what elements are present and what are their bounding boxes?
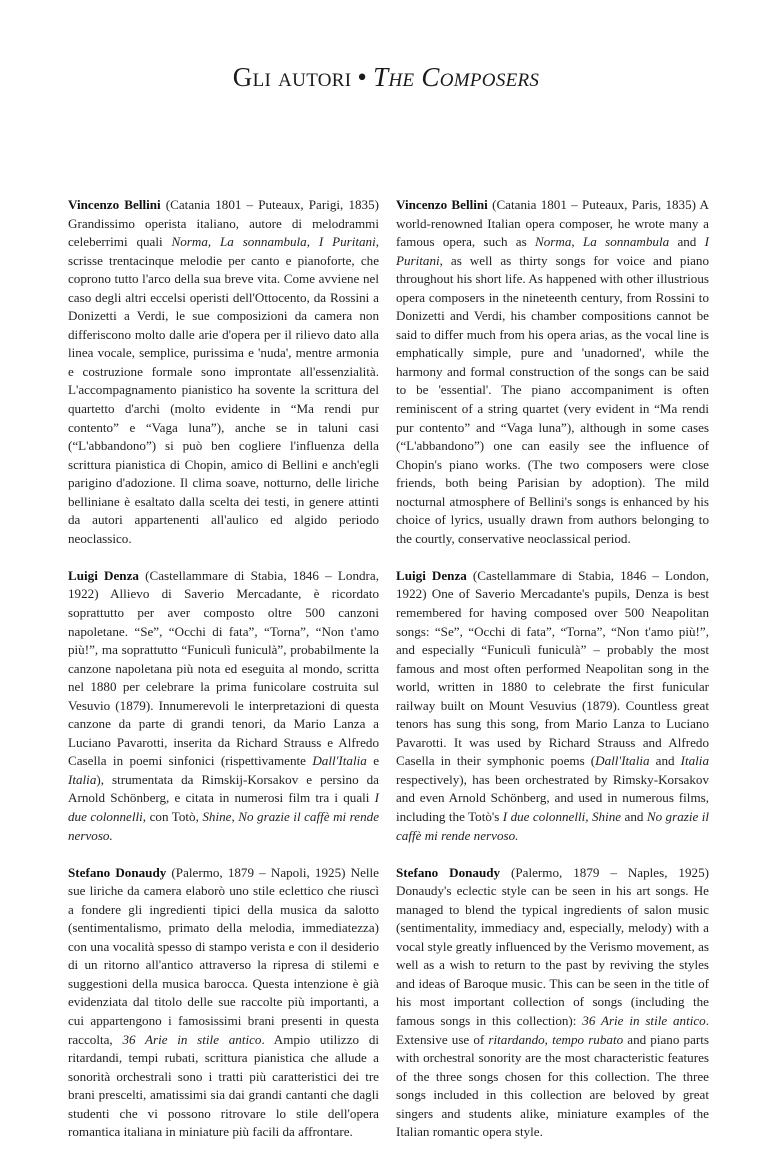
bio-text: (Catania 1801 – Puteaux, Paris, 1835) A world-renowned Italian opera composer, he wrote many a famous opera, such as [396, 197, 709, 250]
italic-title-text: Italia [68, 771, 97, 787]
italic-title-text: I Puritani [396, 234, 710, 268]
composer-bio [68, 568, 379, 843]
bio-text: , [571, 234, 583, 250]
italic-title-text: No grazie il caffè mi rende nervoso. [396, 809, 709, 843]
bio-text: , [306, 234, 319, 250]
composer-name: Vincenzo Bellini [396, 197, 488, 212]
italic-title-text: Dall'Italia [595, 753, 650, 769]
italic-title-text: Italia [680, 753, 709, 769]
title-separator: • [357, 62, 368, 92]
composer-entry-donaudy-it [68, 864, 379, 1142]
bio-text: , [544, 1031, 553, 1047]
italic-title-text: I Puritani [318, 234, 376, 250]
bio-text: (Castellammare di Stabia, 1846 – London, 1922) One of Saverio Mercadante's pupils, Denza is best remembered for having composed over 500 Neapolitan songs: “Se”, “Occhi di fata”, “Torna”, “Non t'amo più!”, and especially “Funiculì funiculà” – probably the most famous and most often performed Neapolitan song in the world, written in 1880 to celebrate the first funicular railway built on Mount Vesuvius (1879). Countless great tenors has sung this song, from Mario Lanza to Luciano Pavarotti. It was used by Richard Strauss and Alfredo Casella in their symphonic poems ( [396, 567, 709, 769]
bio-text: ), strumentata da Rimskij-Korsakov e persino da Arnold Schönberg, e citata in numerosi film tra i quali [68, 771, 379, 806]
composer-entry-donaudy-en [396, 864, 709, 1142]
page-title [0, 62, 772, 93]
italic-title-text: 36 Arie in stile antico [122, 1031, 262, 1047]
composer-name: Vincenzo Bellini [68, 197, 161, 212]
italic-title-text: Shine [202, 809, 232, 824]
title-english: The Composers [373, 62, 540, 92]
bio-text: e [366, 753, 380, 769]
bio-text: (Palermo, 1879 – Naples, 1925) Donaudy's eclectic style can be seen in his art songs. He managed to blend the typical ingredients of salon music (sentimentality, immediacy and, especially, melody) with a vocal style greatly influenced by the Verismo movement, as well as a wish to return to the past by reviving the styles and ideas of Baroque music. This can be seen in the title of his most important collection of songs (including the famous songs in this collection): [396, 864, 709, 1028]
bio-text: , as well as thirty songs for voice and piano throughout his short life. As happened with other illustrious opera composers in the nineteenth century, from Rossini to Donizetti and Verdi, his chamber compositions cannot be said to differ much from his opera arias, as the vocal line is emphatically simple, pure and 'unadorned', while the harmony and formal construction of the songs can be said to be 'essential'. The piano accompaniment is often reminiscent of a string quartet (very evident in “Ma rendi pur contento” and “Vaga luna”), although in some cases (“L'abbandono”) one can easily see the influence of Chopin's piano works. (The two composers were close friends, both being Parisian by adoption). The mild nocturnal atmosphere of Bellini's songs is enhanced by his choice of lyrics, usually drawn from authors belonging to the courtly, conservative neoclassical period. [396, 252, 709, 546]
composer-entry-bellini-it [68, 196, 379, 548]
bio-text: , [231, 809, 239, 824]
composer-entry-bellini-en [396, 196, 709, 548]
bio-text: (Palermo, 1879 – Napoli, 1925) Nelle sue liriche da camera elaborò uno stile eclettico che riuscì a fondere gli ingredienti tipici della musica da salotto (sentimentalismo, primato della melodia, immediatezza) con una vocalità spesso di stampo verista e con il desiderio di un ritorno all'antico attraverso la ripresa di stilemi e suggestioni della musica barocca. Questa intenzione è già evidenziata dal titolo delle sue raccolte più importanti, a cui appartengono i famosissimi brani presenti in questa raccolta, [68, 864, 379, 1047]
bio-text: and [649, 753, 681, 769]
bio-text: and piano parts with orchestral sonority are the most characteristic features of the three songs chosen for this collection. The three songs included in this collection are beloved by great singers and students alike, miniature examples of the Italian romantic opera style. [396, 1031, 709, 1140]
italic-title-text: ritardando [488, 1031, 545, 1047]
bio-text: , con Totò, [142, 809, 203, 824]
composer-bio [396, 197, 709, 546]
italic-title-text: Norma [535, 234, 572, 250]
composer-name: Luigi Denza [68, 567, 139, 583]
bio-text: and [621, 809, 647, 824]
italic-title-text: Dall'Italia [312, 753, 367, 769]
italian-column [68, 196, 379, 1160]
italic-title-text: tempo rubato [552, 1031, 624, 1047]
bio-text: respectively), has been orchestrated by Rimsky-Korsakov and even Arnold Schönberg, and used in numerous films, including the Totò's [396, 771, 709, 824]
bio-text: (Catania 1801 – Puteaux, Parigi, 1835) Grandissimo operista italiano, autore di melodrammi celeberrimi quali [68, 197, 379, 250]
italic-title-text: La sonnambula [582, 234, 670, 250]
bio-text: . Ampio utilizzo di ritardandi, tempi rubati, scrittura pianistica che allude a sonorità orchestrali sono i tratti più caratteristici dei tre brani prescelti, amatissimi sia dai grandi cantanti che dagli studenti che vi possono ritrovare lo stile dell'opera romantica italiana in miniature più facili da affrontare. [68, 1031, 380, 1140]
bio-text: . Extensive use of [396, 1012, 709, 1047]
italic-title-text: Norma, La sonnambula [171, 234, 307, 250]
composer-bio [396, 865, 709, 1140]
english-column [396, 196, 709, 1160]
bio-text: , [585, 809, 592, 824]
composer-name: Stefano Donaudy [68, 864, 167, 880]
italic-title-text: Shine [591, 809, 622, 824]
title-italian: Gli autori [232, 62, 352, 92]
composer-bio [396, 568, 709, 843]
composer-name: Stefano Donaudy [396, 864, 501, 880]
bio-text: (Castellammare di Stabia, 1846 – Londra, 1922) Allievo di Saverio Mercadante, è ricordato soprattutto per aver composto oltre 500 canzoni napoletane. “Se”, “Occhi di fata”, “Torna”, “Non t'amo più!”, ma soprattutto “Funiculì funiculà”, probabilmente la canzone napoletana più nota ed eseguita al mondo, scritta nel 1880 per celebrare la prima funicolare costruita sul Vesuvio (1879). Innumerevoli le interpretazioni di questa canzone da parte di grandi tenori, da Mario Lanza a Luciano Pavarotti, inserita da Richard Strauss e Alfredo Casella in poemi sinfonici (rispettivamente [68, 567, 379, 769]
bio-text: and [669, 234, 705, 250]
composer-name: Luigi Denza [396, 567, 467, 583]
italic-title-text: I due colonnelli [502, 809, 586, 824]
italic-title-text: 36 Arie in stile antico [582, 1012, 706, 1028]
bio-text: , scrisse trentacinque melodie per canto e pianoforte, che coprono tutto l'arco della sua breve vita. Come avviene nel caso degli altri eccelsi operisti dell'Ottocento, da Rossini a Donizetti a Verdi, le sue composizioni da camera non differiscono molto dalle arie d'opera per il rilievo dato alla linea vocale, semplice, purissima e 'nuda', mentre armonia e costruzione formale sono improntate all'essenzialità. L'accompagnamento pianistico ha sovente la scrittura del quartetto d'archi (molto evidente in “Ma rendi pur contento” e “Vaga luna”), anche se in taluni casi (“L'abbandono”) si può ben cogliere l'influenza della scrittura pianistica di Chopin, amico di Bellini e anch'egli parigino d'adozione. Il clima soave, notturno, delle liriche belliniane è esaltato dalla scelta dei testi, in genere attinti da autori appartenenti all'aulico ed algido periodo neoclassico. [68, 234, 380, 546]
composer-bio [68, 865, 379, 1140]
composer-bio [68, 197, 379, 546]
italic-title-text: No grazie il caffè mi rende nervoso. [68, 809, 380, 843]
composer-entry-denza-en [396, 567, 709, 845]
italic-title-text: I due colonnelli [68, 790, 379, 824]
composer-entry-denza-it [68, 567, 379, 845]
